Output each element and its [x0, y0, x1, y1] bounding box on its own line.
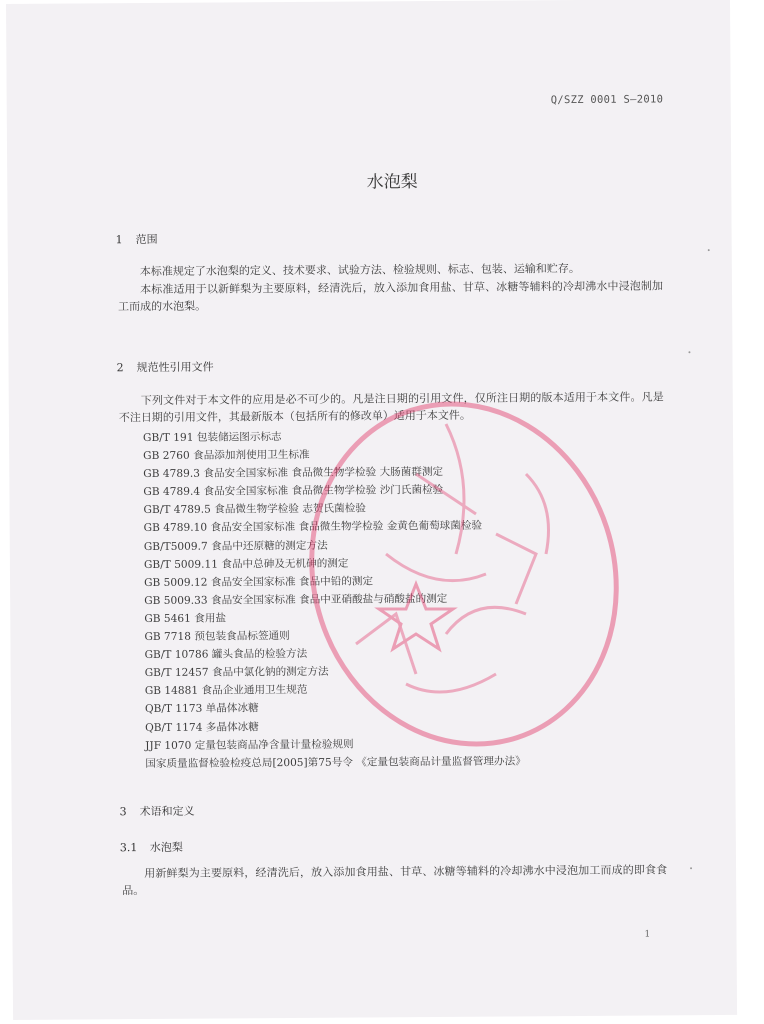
section-number: 3: [119, 805, 127, 819]
reference-item: GB/T 10786 罐头食品的检验方法: [144, 648, 308, 662]
reference-item: GB 5009.12 食品安全国家标准 食品中铅的测定: [144, 575, 374, 589]
section-number: 3.1: [119, 841, 138, 855]
normative-intro-text: 下列文件对于本文件的应用是必不可少的。凡是注日期的引用文件，仅所注日期的版本适用于本文件。凡是不注日期的引用文件，其最新版本（包括所有的修改单）适用于本文件。: [118, 390, 664, 425]
definition-paragraph: [122, 861, 667, 899]
reference-item: GB 5009.33 食品安全国家标准 食品中亚硝酸盐与硝酸盐的测定: [144, 592, 448, 607]
reference-item: 国家质量监督检验检疫总局[2005]第75号令 《定量包装商品计量监督管理办法》: [145, 755, 526, 770]
scan-speck: [708, 249, 710, 251]
reference-list: [143, 426, 526, 772]
reference-item: GB 4789.4 食品安全国家标准 食品微生物学检验 沙门氏菌检验: [143, 484, 444, 499]
reference-item: JJF 1070 定量包装商品净含量计量检验规则: [145, 738, 354, 752]
section-title: 术语和定义: [139, 804, 195, 819]
reference-item: GB 4789.3 食品安全国家标准 食品微生物学检验 大肠菌群测定: [143, 466, 444, 481]
section-3-heading: [120, 803, 195, 820]
scope-text-2: 本标准适用于以新鲜梨为主要原料，经清洗后，放入添加食用盐、甘草、冰糖等辅料的冷却沸水中浸泡制加工而成的水泡梨。: [118, 279, 664, 314]
reference-item: GB/T 4789.5 食品微生物学检验 志贺氏菌检验: [143, 502, 366, 517]
document-code: Q/SZZ 0001 S—2010: [550, 93, 664, 107]
section-title: 水泡梨: [149, 840, 183, 855]
reference-item: GB 7718 预包装食品标签通则: [144, 630, 290, 644]
reference-item: GB 2760 食品添加剂使用卫生标准: [143, 448, 310, 463]
section-3-1-heading: [120, 839, 183, 855]
document-title: 水泡梨: [366, 172, 418, 193]
section-number: 1: [115, 233, 123, 247]
section-number: 2: [116, 361, 124, 375]
scan-speck: [688, 351, 690, 353]
page-number: 1: [644, 929, 651, 940]
scan-speck: [690, 867, 692, 869]
section-1-heading: [116, 231, 158, 247]
normative-intro: [119, 388, 664, 426]
definition-text: 用新鲜梨为主要原料，经清洗后，放入添加食用盐、甘草、冰糖等辅料的冷却沸水中浸泡加工而成的即食食品。: [122, 863, 668, 898]
reference-item: GB/T 191 包装储运图示标志: [142, 431, 282, 445]
section-2-heading: [116, 359, 213, 376]
scope-text-1: 本标准规定了水泡梨的定义、技术要求、试验方法、检验规则、标志、包装、运输和贮存。: [139, 262, 580, 279]
reference-item: GB/T 5009.11 食品中总砷及无机砷的测定: [143, 557, 349, 571]
scope-paragraph-2: [118, 277, 663, 315]
reference-item: GB 14881 食品企业通用卫生规范: [144, 684, 308, 698]
reference-item: GB 5461 食用盐: [144, 612, 227, 625]
reference-item: GB 4789.10 食品安全国家标准 食品微生物学检验 金黄色葡萄球菌检验: [143, 520, 483, 535]
reference-item: QB/T 1173 单晶体冰糖: [144, 702, 259, 716]
section-title: 规范性引用文件: [136, 360, 214, 375]
section-title: 范围: [135, 232, 158, 247]
document-page: [6, 0, 737, 1020]
reference-item: GB/T 12457 食品中氯化钠的测定方法: [144, 665, 329, 680]
reference-item: GB/T5009.7 食品中还原糖的测定方法: [143, 539, 328, 553]
reference-item: QB/T 1174 多晶体冰糖: [145, 720, 259, 734]
